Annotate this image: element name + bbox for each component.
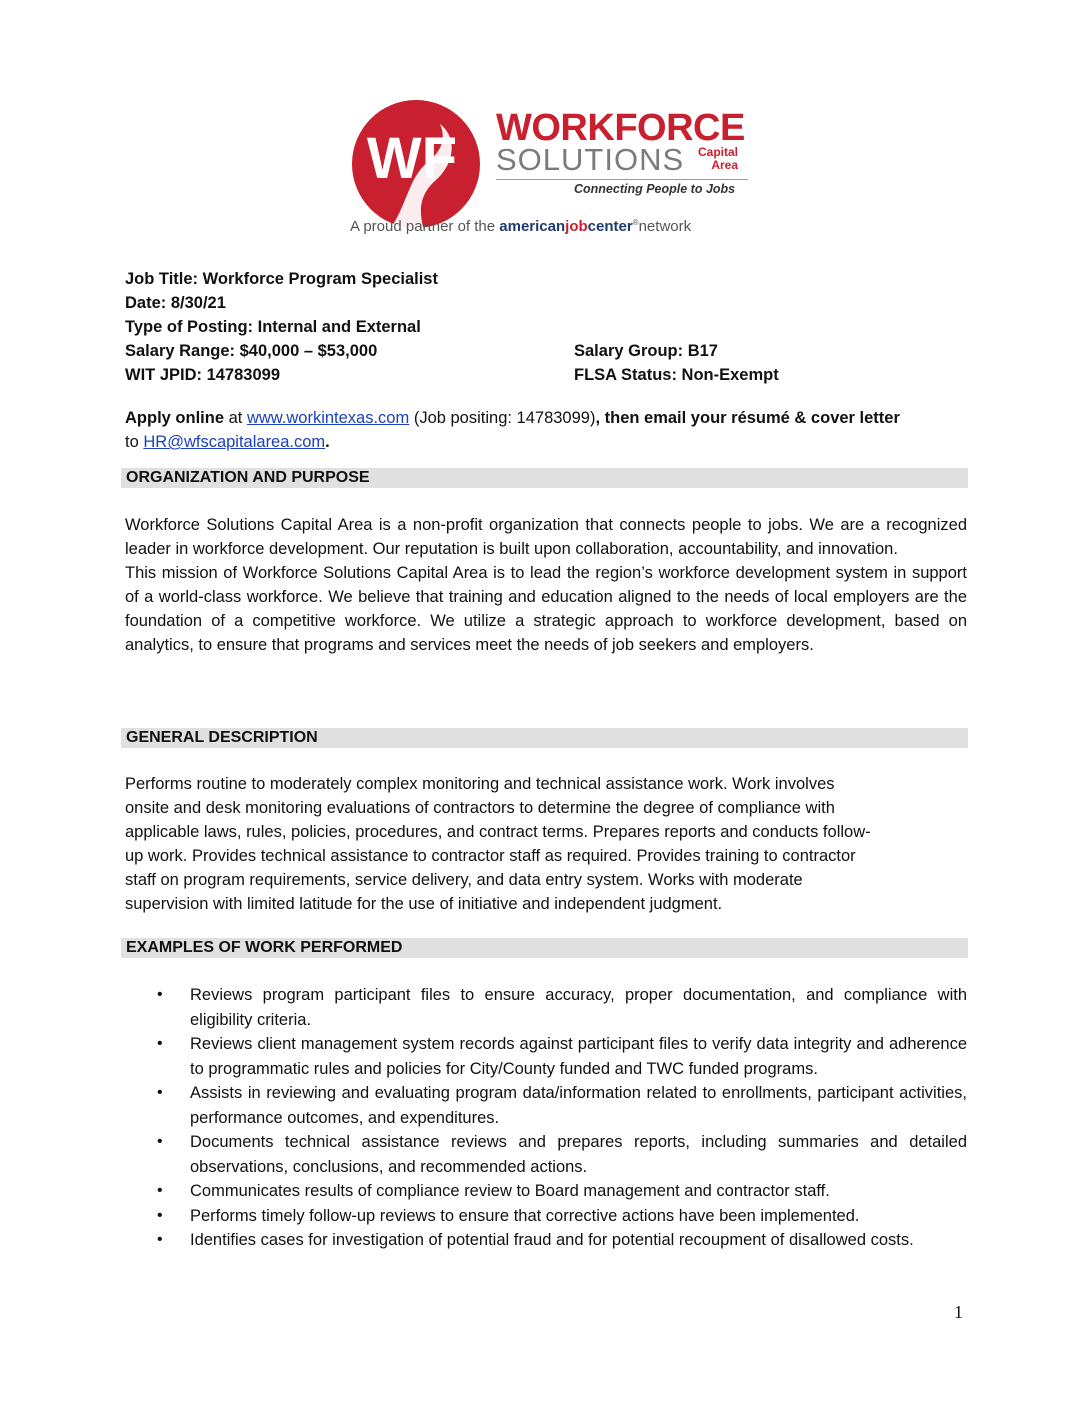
- bullet-icon: •: [157, 1206, 163, 1224]
- general-line: up work. Provides technical assistance to contractor staff as required. Provides training to contractor: [125, 847, 856, 865]
- apply-end: .: [325, 433, 330, 451]
- apply-posting: (Job positing: 14783099): [409, 409, 596, 427]
- partner-line: A proud partner of the americanjobcenter®network: [350, 218, 692, 235]
- job-title: Job Title: Workforce Program Specialist: [125, 270, 438, 288]
- list-item-text: Identifies cases for investigation of potential fraud and for potential recoupment of disallowed costs.: [190, 1231, 914, 1249]
- list-item-text: Communicates results of compliance review to Board management and contractor staff.: [190, 1182, 830, 1200]
- salary-range: Salary Range: $40,000 – $53,000: [125, 342, 378, 360]
- posting-type: Type of Posting: Internal and External: [125, 318, 421, 336]
- bullet-icon: •: [157, 1182, 163, 1199]
- bullet-icon: •: [157, 1231, 163, 1248]
- salary-group: Salary Group: B17: [574, 342, 718, 360]
- organization-body: [125, 513, 967, 657]
- general-line: onsite and desk monitoring evaluations of contractors to determine the degree of compliance with: [125, 799, 835, 817]
- list-item-text: Assists in reviewing and evaluating program data/information related to enrollments, participant activities, performance outcomes, and expenditures.: [190, 1084, 967, 1127]
- apply-at: at: [224, 409, 247, 427]
- bullet-icon: •: [157, 1084, 163, 1101]
- bullet-icon: •: [157, 1035, 163, 1052]
- organization-paragraph-2: This mission of Workforce Solutions Capital Area is to lead the region’s workforce development system in support of a world-class workforce. We believe that training and education aligned to the needs of local employers are the foundation of a competitive workforce. We utilize a strategic approach to workforce development, based on analytics, to ensure that programs and services meet the needs of job seekers and employers.: [125, 564, 967, 654]
- general-line: Performs routine to moderately complex monitoring and technical assistance work. Work involves: [125, 775, 835, 793]
- jpid-row: [125, 363, 967, 387]
- wit-jpid: WIT JPID: 14783099: [125, 366, 280, 384]
- brand-name-line2: SOLUTIONS: [496, 142, 685, 177]
- svg-text:WF: WF: [366, 126, 458, 191]
- brand-tagline: Connecting People to Jobs: [574, 182, 736, 196]
- list-item: [125, 1032, 967, 1081]
- brand-divider: [496, 179, 748, 180]
- section-heading-examples: EXAMPLES OF WORK PERFORMED: [121, 938, 968, 958]
- bullet-icon: •: [157, 1133, 163, 1150]
- page-number: 1: [954, 1302, 963, 1322]
- general-line: applicable laws, rules, policies, procedures, and contract terms. Prepares reports and conducts follow-: [125, 823, 871, 841]
- list-item: [125, 1179, 967, 1204]
- workforce-solutions-logo: [346, 92, 756, 242]
- list-item: [125, 1228, 967, 1253]
- organization-paragraph-1: Workforce Solutions Capital Area is a non-profit organization that connects people to jobs. We are a recognized leader in workforce development. Our reputation is built upon collaboration, accountability, and innovation.: [125, 516, 967, 558]
- apply-instructions: [125, 406, 967, 454]
- workintexas-link[interactable]: www.workintexas.com: [246, 409, 410, 427]
- list-item: [125, 1204, 967, 1229]
- list-item-text: Performs timely follow-up reviews to ensure that corrective actions have been implemented.: [190, 1206, 860, 1225]
- brand-name-line1: WORKFORCE: [496, 107, 745, 149]
- wf-circle-logo-icon: [350, 98, 482, 230]
- section-heading-general: GENERAL DESCRIPTION: [121, 728, 968, 748]
- list-item: [125, 1130, 967, 1179]
- list-item: [125, 1081, 967, 1130]
- section-heading-organization: ORGANIZATION AND PURPOSE: [121, 468, 968, 488]
- list-item-text: Reviews program participant files to ensure accuracy, proper documentation, and compliance with eligibility criteria.: [190, 986, 967, 1029]
- general-line: staff on program requirements, service delivery, and data entry system. Works with moderate: [125, 871, 803, 889]
- flsa-status: FLSA Status: Non-Exempt: [574, 366, 779, 384]
- list-item-text: Documents technical assistance reviews and prepares reports, including summaries and detailed observations, conclusions, and recommended actions.: [190, 1133, 967, 1176]
- hr-email-link[interactable]: HR@wfscapitalarea.com: [143, 433, 326, 451]
- apply-then: , then email your résumé & cover letter: [595, 409, 900, 427]
- general-line: supervision with limited latitude for the use of initiative and independent judgment.: [125, 895, 723, 913]
- salary-row: [125, 339, 967, 363]
- apply-to: to: [125, 433, 144, 451]
- examples-list: [125, 983, 967, 1253]
- list-item: [125, 983, 967, 1032]
- apply-lead: Apply online: [125, 409, 224, 427]
- general-description-body: [125, 772, 967, 916]
- job-header: [125, 267, 967, 387]
- bullet-icon: •: [157, 986, 163, 1003]
- brand-region: Capital Area: [698, 145, 739, 172]
- list-item-text: Reviews client management system records against participant files to verify data integrity and adherence to programmatic rules and policies for City/County funded and TWC funded programs.: [190, 1035, 967, 1078]
- posting-date: Date: 8/30/21: [125, 294, 226, 312]
